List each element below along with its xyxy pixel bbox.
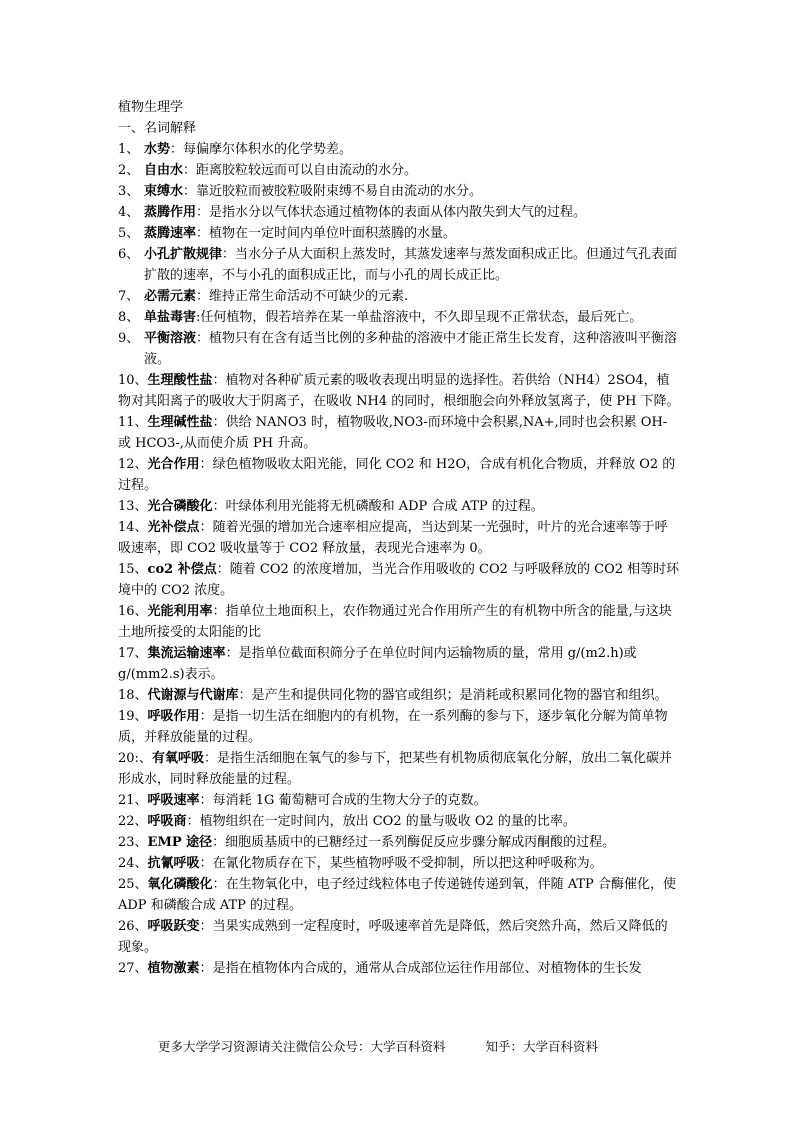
term-number: 14、 bbox=[118, 520, 148, 535]
footer-zhihu-text: 知乎：大学百科资料 bbox=[485, 1039, 599, 1054]
term-separator: ： bbox=[212, 373, 226, 388]
term-name: 呼吸跃变 bbox=[147, 919, 200, 934]
term-definition: 是指一切生活在细胞内的有机物，在一系列酶的参与下，逐步氧化分解为简单物质，并释放能量的过程。 bbox=[118, 709, 668, 745]
term-number: 20:、 bbox=[118, 751, 152, 766]
term-name: 有氧呼吸 bbox=[151, 751, 204, 766]
term-number: 18、 bbox=[118, 688, 148, 703]
term-number: 13、 bbox=[118, 499, 148, 514]
term-definition: 随着 CO2 的浓度增加，当光合作用吸收的 CO2 与呼吸释放的 CO2 相等时环境中的 CO2 浓度。 bbox=[118, 562, 680, 598]
term-entry bbox=[118, 643, 680, 685]
term-entry bbox=[118, 496, 680, 517]
term-name: 呼吸作用 bbox=[147, 709, 200, 724]
term-number: 2、 bbox=[118, 163, 140, 178]
term-definition: 是指在植物体内合成的，通常从合成部位运往作用部位、对植物体的生长发 bbox=[212, 961, 642, 976]
term-separator: ： bbox=[183, 163, 197, 178]
term-entry bbox=[118, 853, 680, 874]
term-definition: 叶绿体利用光能将无机磷酸和 ADP 合成 ATP 的过程。 bbox=[225, 499, 544, 514]
term-entry bbox=[118, 811, 680, 832]
term-definition: 维持正常生命活动不可缺少的元素. bbox=[209, 289, 409, 304]
term-number: 24、 bbox=[118, 856, 148, 871]
term-entry bbox=[118, 370, 680, 412]
term-definition: 当果实成熟到一定程度时，呼吸速率首先是降低，然后突然升高，然后又降低的现象。 bbox=[118, 919, 668, 955]
term-definition: 是指单位截面积筛分子在单位时间内运输物质的量，常用 g/(m2.h)或 g/(mm2.s)表示。 bbox=[118, 646, 637, 682]
term-name: co2 补偿点 bbox=[147, 562, 217, 577]
term-definition: 是产生和提供同化物的器官或组织；是消耗或积累同化物的器官和组织。 bbox=[251, 688, 668, 703]
term-number: 15、 bbox=[118, 562, 148, 577]
term-number: 9、 bbox=[118, 331, 140, 346]
term-name: 抗氰呼吸 bbox=[147, 856, 200, 871]
term-name: 氧化磷酸化 bbox=[147, 877, 213, 892]
term-number: 11、 bbox=[118, 415, 148, 430]
term-entry bbox=[118, 181, 680, 202]
term-entry bbox=[118, 916, 680, 958]
term-separator: ： bbox=[203, 751, 217, 766]
term-definition: 绿色植物吸收太阳光能，同化 CO2 和 H2O，合成有机化合物质，并释放 O2 的过程。 bbox=[118, 457, 676, 493]
term-separator: ： bbox=[199, 961, 213, 976]
term-definition: 植物只有在含有适当比例的多种盐的溶液中才能正常生长发育，这种溶液叫平衡溶液。 bbox=[144, 331, 678, 367]
term-number: 26、 bbox=[118, 919, 148, 934]
term-definition: 在生物氧化中，电子经过线粒体电子传递链传递到氧，伴随 ATP 合酶催化，使 ADP 和磷酸合成 ATP 的过程。 bbox=[118, 877, 676, 913]
term-entry bbox=[118, 790, 680, 811]
term-separator: ： bbox=[183, 184, 197, 199]
term-separator: ： bbox=[216, 562, 230, 577]
term-separator: ： bbox=[196, 289, 210, 304]
term-name: 光能利用率 bbox=[147, 604, 213, 619]
term-entry bbox=[118, 328, 680, 370]
document-body bbox=[118, 97, 680, 979]
term-number: 6、 bbox=[118, 247, 140, 262]
term-definition: 每消耗 1G 葡萄糖可合成的生物大分子的克数。 bbox=[212, 793, 487, 808]
section-heading: 一、名词解释 bbox=[118, 121, 197, 136]
term-name: 光合磷酸化 bbox=[147, 499, 213, 514]
term-number: 8、 bbox=[118, 310, 140, 325]
term-name: 生理碱性盐 bbox=[147, 415, 213, 430]
term-name: 集流运输速率 bbox=[147, 646, 226, 661]
term-name: 自由水 bbox=[144, 163, 184, 178]
term-number: 1、 bbox=[118, 142, 140, 157]
term-number: 3、 bbox=[118, 184, 140, 199]
term-name: 代谢源与代谢库 bbox=[147, 688, 239, 703]
term-number: 17、 bbox=[118, 646, 148, 661]
term-name: 小孔扩散规律 bbox=[144, 247, 223, 262]
term-entry bbox=[118, 958, 680, 979]
term-list bbox=[118, 139, 680, 979]
term-name: 生理酸性盐 bbox=[147, 373, 213, 388]
term-entry bbox=[118, 832, 680, 853]
term-separator: ： bbox=[222, 247, 236, 262]
term-number: 16、 bbox=[118, 604, 148, 619]
term-definition: 在氰化物质存在下，某些植物呼吸不受抑制，所以把这种呼吸称为。 bbox=[212, 856, 603, 871]
document-title: 植物生理学 bbox=[118, 100, 184, 115]
term-definition: 靠近胶粒而被胶粒吸附束缚不易自由流动的水分。 bbox=[196, 184, 483, 199]
term-entry bbox=[118, 601, 680, 643]
term-separator: ： bbox=[170, 142, 184, 157]
term-definition: 植物在一定时间内单位叶面积蒸腾的水量。 bbox=[209, 226, 457, 241]
term-separator: ： bbox=[199, 919, 213, 934]
term-separator: ： bbox=[196, 331, 210, 346]
term-name: 必需元素 bbox=[144, 289, 197, 304]
term-number: 25、 bbox=[118, 877, 148, 892]
term-name: 平衡溶液 bbox=[144, 331, 197, 346]
term-separator: ： bbox=[199, 856, 213, 871]
term-number: 12、 bbox=[118, 457, 148, 472]
term-definition: 当水分子从大面积上蒸发时，其蒸发速率与蒸发面积成正比。但通过气孔表面扩散的速率，不与小孔的面积成正比，而与小孔的周长成正比。 bbox=[144, 247, 678, 283]
term-entry bbox=[118, 223, 680, 244]
term-definition: 指单位土地面积上，农作物通过光合作用所产生的有机物中所含的能量,与这块土地所接受的太阳能的比 bbox=[118, 604, 672, 640]
term-number: 22、 bbox=[118, 814, 148, 829]
term-entry bbox=[118, 412, 680, 454]
term-name: 蒸腾作用 bbox=[144, 205, 197, 220]
term-definition: 植物组织在一定时间内，放出 CO2 的量与吸收 O2 的量的比率。 bbox=[199, 814, 576, 829]
term-number: 27、 bbox=[118, 961, 148, 976]
term-name: 单盐毒害 bbox=[144, 310, 197, 325]
term-entry bbox=[118, 139, 680, 160]
term-number: 21、 bbox=[118, 793, 148, 808]
term-separator: ： bbox=[212, 499, 226, 514]
term-entry bbox=[118, 517, 680, 559]
term-definition: 供给 NANO3 时，植物吸收,NO3-而环境中会积累,NA+,同时也会积累 OH-或 HCO3-,从而使介质 PH 升高。 bbox=[118, 415, 668, 451]
term-definition: 随着光强的增加光合速率相应提高，当达到某一光强时，叶片的光合速率等于呼吸速率，即 CO2 吸收量等于 CO2 释放量，表现光合速率为 0。 bbox=[118, 520, 668, 556]
term-number: 23、 bbox=[118, 835, 148, 850]
term-separator: ： bbox=[212, 604, 226, 619]
term-definition: 是指水分以气体状态通过植物体的表面从体内散失到大气的过程。 bbox=[209, 205, 587, 220]
term-name: 光合作用 bbox=[147, 457, 200, 472]
term-entry bbox=[118, 454, 680, 496]
term-name: 水势 bbox=[144, 142, 171, 157]
term-separator: ： bbox=[212, 415, 226, 430]
term-definition: 任何植物，假若培养在某一单盐溶液中，不久即呈现不正常状态，最后死亡。 bbox=[200, 310, 643, 325]
term-entry bbox=[118, 244, 680, 286]
term-name: 光补偿点 bbox=[147, 520, 200, 535]
term-number: 5、 bbox=[118, 226, 140, 241]
term-definition: 距离胶粒较远而可以自由流动的水分。 bbox=[196, 163, 418, 178]
term-separator: ： bbox=[212, 835, 226, 850]
term-separator: ： bbox=[212, 877, 226, 892]
page-footer bbox=[158, 1038, 598, 1056]
term-definition: 是指生活细胞在氧气的参与下，把某些有机物质彻底氧化分解，放出二氧化碳并形成水，同时释放能量的过程。 bbox=[118, 751, 672, 787]
term-separator: ： bbox=[238, 688, 252, 703]
term-definition: 植物对各种矿质元素的吸收表现出明显的选择性。若供给（NH4）2SO4，植物对其阳离子的吸收大于阴离子，在吸收 NH4 的同时，根细胞会向外释放氢离子，使 PH 下降。 bbox=[118, 373, 680, 409]
term-definition: 细胞质基质中的已糖经过一系列酶促反应步骤分解成丙酮酸的过程。 bbox=[225, 835, 616, 850]
term-separator: ： bbox=[196, 205, 210, 220]
term-entry bbox=[118, 307, 680, 328]
term-name: 蒸腾速率 bbox=[144, 226, 197, 241]
term-number: 4、 bbox=[118, 205, 140, 220]
term-entry bbox=[118, 685, 680, 706]
term-separator: : bbox=[196, 310, 201, 325]
term-number: 10、 bbox=[118, 373, 148, 388]
term-separator: ： bbox=[199, 709, 213, 724]
term-name: 束缚水 bbox=[144, 184, 184, 199]
term-entry bbox=[118, 706, 680, 748]
term-name: EMP 途径 bbox=[147, 835, 213, 850]
term-separator: ： bbox=[225, 646, 239, 661]
term-entry bbox=[118, 202, 680, 223]
term-name: 呼吸速率 bbox=[147, 793, 200, 808]
term-separator: ： bbox=[196, 226, 210, 241]
term-name: 呼吸商 bbox=[147, 814, 187, 829]
term-separator: ： bbox=[199, 457, 213, 472]
term-entry bbox=[118, 286, 680, 307]
term-number: 7、 bbox=[118, 289, 140, 304]
term-entry bbox=[118, 874, 680, 916]
term-separator: ： bbox=[199, 520, 213, 535]
term-separator: ： bbox=[199, 793, 213, 808]
term-entry bbox=[118, 160, 680, 181]
term-separator: ： bbox=[186, 814, 200, 829]
term-definition: 每偏摩尔体积水的化学势差。 bbox=[183, 142, 353, 157]
footer-wechat-text: 更多大学学习资源请关注微信公众号：大学百科资料 bbox=[158, 1039, 446, 1054]
term-entry bbox=[118, 748, 680, 790]
term-number: 19、 bbox=[118, 709, 148, 724]
term-name: 植物激素 bbox=[147, 961, 200, 976]
term-entry bbox=[118, 559, 680, 601]
